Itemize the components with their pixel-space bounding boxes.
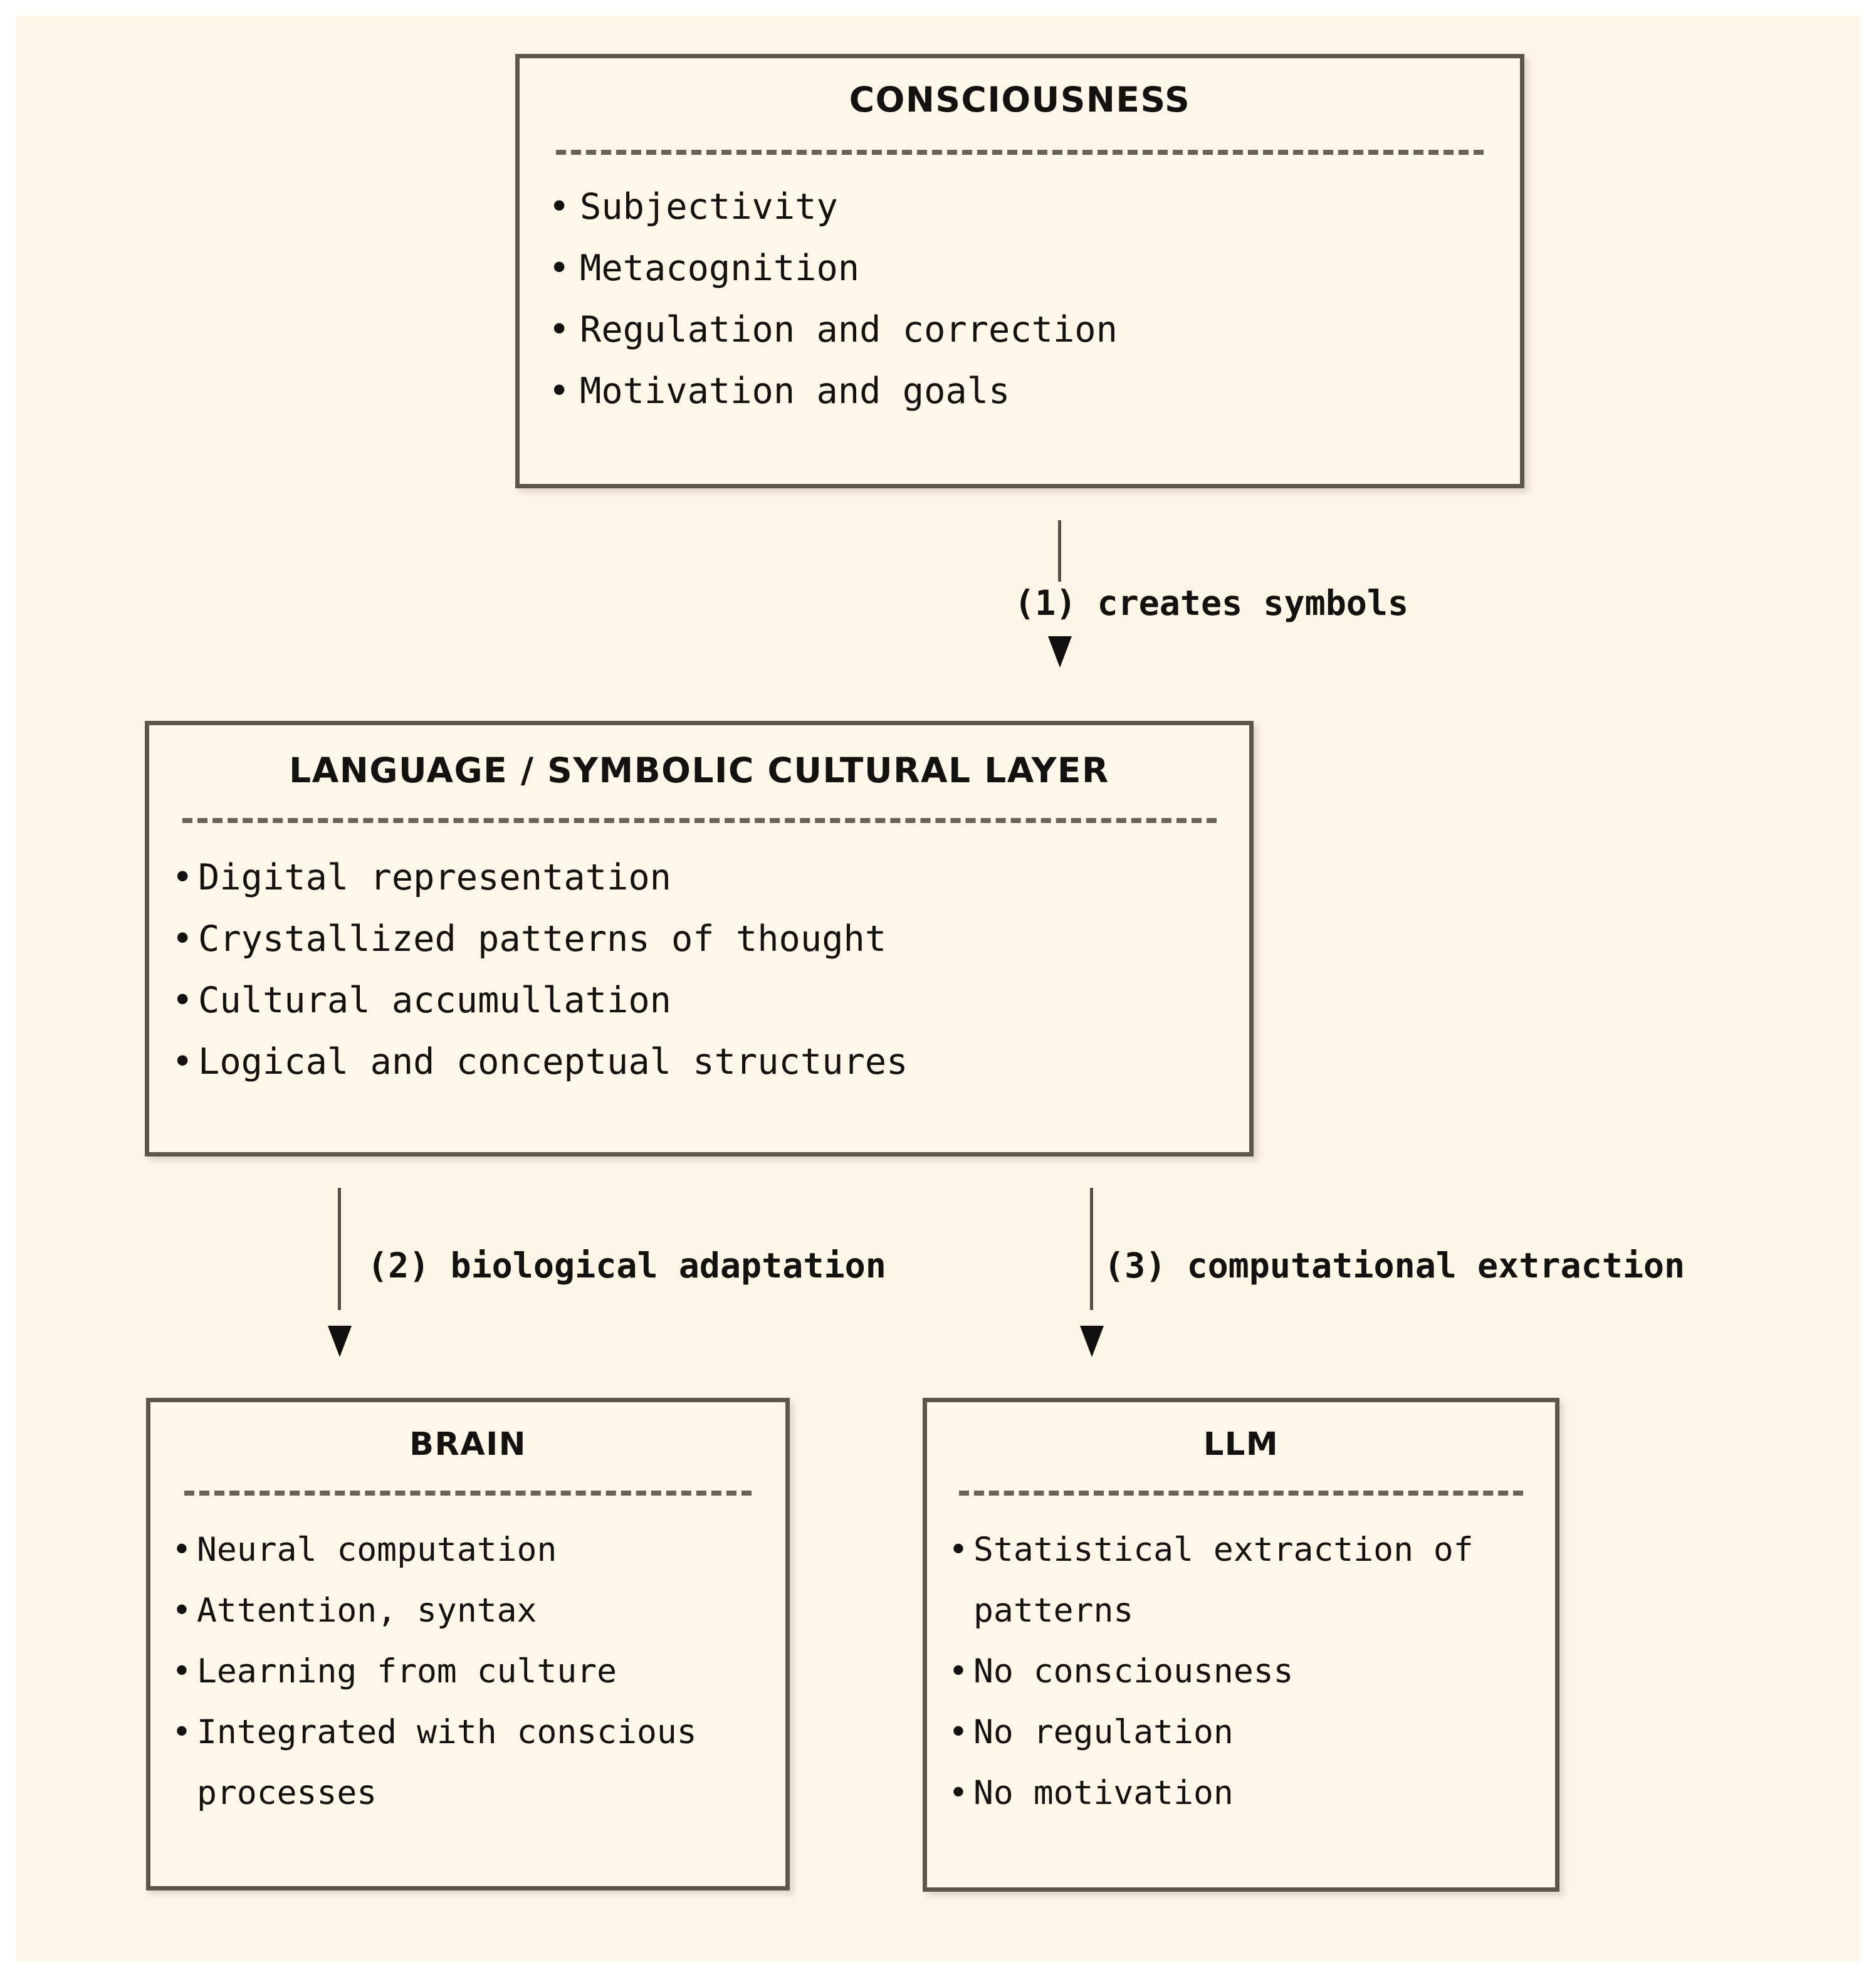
list-item-label: Attention, syntax: [197, 1592, 537, 1630]
list-item-label: Regulation and correction: [580, 309, 1118, 350]
bullet-icon: •: [948, 1713, 968, 1751]
list-item: [537, 299, 1520, 360]
node-consciousness: [515, 54, 1524, 488]
node-brain-title: BRAIN: [409, 1426, 527, 1463]
edge-3-arrowhead-icon: [1080, 1326, 1104, 1357]
node-consciousness-title: CONSCIOUSNESS: [849, 80, 1191, 120]
diagram-canvas: [16, 16, 1860, 1961]
bullet-icon: •: [548, 309, 570, 350]
list-item-label: Motivation and goals: [580, 370, 1010, 412]
list-item: [942, 1763, 1555, 1823]
list-item: [537, 360, 1520, 422]
edge-2-arrowhead-icon: [328, 1326, 352, 1357]
edge-1-arrowhead-icon: [1048, 636, 1072, 668]
bullet-icon: •: [172, 1713, 192, 1751]
edge-1-label: (1) creates symbols: [1014, 583, 1409, 623]
edge-2-label: (2) biological adaptation: [367, 1245, 886, 1286]
list-item: [165, 1702, 785, 1823]
bullet-icon: •: [172, 1041, 194, 1083]
list-item-label: Neural computation: [197, 1531, 557, 1569]
list-item-label: No motivation: [973, 1774, 1234, 1812]
node-brain-divider: [184, 1491, 752, 1496]
node-language-divider: [182, 818, 1217, 823]
node-llm: [923, 1398, 1559, 1892]
list-item: [942, 1702, 1555, 1763]
list-item-label: No regulation: [973, 1713, 1234, 1751]
bullet-icon: •: [172, 857, 194, 898]
node-consciousness-list: [537, 176, 1520, 422]
bullet-icon: •: [548, 370, 570, 412]
bullet-icon: •: [948, 1652, 968, 1691]
bullet-icon: •: [548, 248, 570, 289]
list-item: [165, 1519, 785, 1580]
list-item-label: Logical and conceptual structures: [198, 1041, 908, 1083]
list-item-label: Metacognition: [580, 248, 860, 289]
bullet-icon: •: [548, 186, 570, 228]
list-item-label: Digital representation: [198, 857, 671, 898]
node-language: [145, 721, 1254, 1156]
node-language-title: LANGUAGE / SYMBOLIC CULTURAL LAYER: [289, 750, 1109, 790]
list-item-label: Statistical extraction of patterns: [973, 1531, 1474, 1630]
list-item: [165, 908, 1249, 970]
list-item-label: Crystallized patterns of thought: [198, 918, 887, 960]
node-language-list: [165, 847, 1249, 1093]
bullet-icon: •: [172, 918, 194, 960]
list-item-label: Learning from culture: [197, 1652, 617, 1691]
list-item: [165, 970, 1249, 1031]
list-item: [537, 176, 1520, 238]
list-item: [942, 1641, 1555, 1702]
node-consciousness-divider: [556, 150, 1484, 155]
edge-3-label: (3) computational extraction: [1104, 1245, 1685, 1286]
list-item: [942, 1519, 1555, 1641]
bullet-icon: •: [172, 1592, 192, 1630]
bullet-icon: •: [172, 980, 194, 1021]
list-item-label: No consciousness: [973, 1652, 1294, 1691]
list-item: [165, 1580, 785, 1641]
bullet-icon: •: [172, 1652, 192, 1691]
node-llm-title: LLM: [1203, 1426, 1279, 1463]
node-llm-list: [942, 1519, 1555, 1823]
list-item-label: Integrated with conscious processes: [197, 1713, 697, 1812]
edge-2-line: [338, 1188, 341, 1310]
edge-1-line: [1058, 520, 1061, 582]
list-item: [165, 1641, 785, 1702]
list-item-label: Subjectivity: [580, 186, 838, 228]
node-llm-divider: [959, 1491, 1523, 1496]
node-brain: [146, 1398, 790, 1890]
list-item: [165, 1031, 1249, 1093]
list-item: [537, 238, 1520, 299]
bullet-icon: •: [172, 1531, 192, 1569]
list-item: [165, 847, 1249, 908]
node-brain-list: [165, 1519, 785, 1823]
bullet-icon: •: [948, 1774, 968, 1812]
edge-3-line: [1090, 1188, 1093, 1310]
list-item-label: Cultural accumullation: [198, 980, 671, 1021]
bullet-icon: •: [948, 1531, 968, 1569]
